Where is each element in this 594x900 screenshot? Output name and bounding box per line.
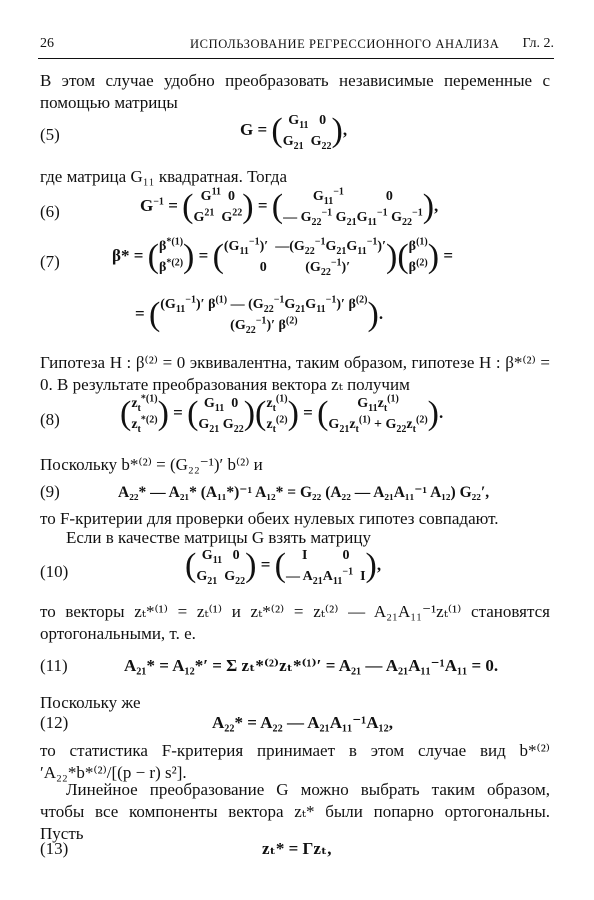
equation-8: ( $z_t^{*(1)}$ $z_t^{*(2)}$ ) = ( $G_{11}$ 0 $G_{21}$ $G_{22}$ )( $z_t^{(1)}$ $z_t^{(2)}$ ) = ( $G_{11}z_t^{(1)}$ $G_{21}z_t^{(1)} + G_{22}z_t^{(2)}$ ). [120,393,444,435]
equation-13: zₜ* = Γzₜ, [262,839,332,858]
paragraph-3: Гипотеза H : β⁽²⁾ = 0 эквивалентна, таким образом, гипотезе H : β*⁽²⁾ = 0. В результате преобразования вектора zₜ получим [40,353,550,394]
paragraph-9: то статистика F-критерия принимает в этом случае вид b*⁽²⁾′A₂₂*b*⁽²⁾/[(p − r) s²]. [40,741,550,782]
equation-5: G = ( $G_{11}$ 0 $G_{21}$ $G_{22}$ ), [240,112,348,152]
chapter-label: Гл. 2. [522,36,554,51]
paragraph-6: Если в качестве матрицы G взять матрицу [66,528,371,547]
eq-number-11: (11) [40,656,68,675]
paragraph-4: Поскольку b*⁽²⁾ = (G₂₂⁻¹)′ b⁽²⁾ и [40,455,263,474]
running-title: ИСПОЛЬЗОВАНИЕ РЕГРЕССИОННОГО АНАЛИЗА [190,37,500,51]
equation-12: A₂₂* = A₂₂ — A₂₁A₁₁⁻¹A₁₂, [212,713,393,732]
equation-11: A₂₁* = A₁₂*′ = Σ zₜ*⁽²⁾zₜ*⁽¹⁾′ = A₂₁ — A₂₁A₁₁⁻¹A₁₁ = 0. [124,656,499,675]
header-rule [38,58,554,59]
paragraph-2: где матрица G₁₁ квадратная. Тогда [40,167,288,186]
paragraph-1: В этом случае удобно преобразовать независимые переменные с помощью матрицы [40,71,550,112]
eq-number-9: (9) [40,482,60,501]
equation-7-line-1: β* = ( $\beta^{*(1)}$ $\beta^{*(2)}$ ) = ( $(G_{11}^{-1})'$ $—(G_{22}^{-1}G_{21}G_{11}^{-1})'$ 0 $(G_{22}^{-1})'$ )( $\beta^{(1)}$ $\beta^{(2)}$ ) = [112,236,453,278]
page-number: 26 [40,36,54,51]
paragraph-5: то F-критерии для проверки обеих нулевых гипотез совпадают. [40,509,499,528]
equation-9: A₂₂* — A₂₁* (A₁₁*)⁻¹ A₁₂* = G₂₂ (A₂₂ — A₂₁A₁₁⁻¹ A₁₂) G₂₂′, [118,484,490,501]
eq-number-13: (13) [40,839,69,858]
eq-number-10: (10) [40,562,69,581]
running-header [40,36,554,58]
equation-10: ( $G_{11}$ 0 $G_{21}$ $G_{22}$ ) = ( I 0 — $A_{21}A_{11}^{-1}$ I ), [185,547,382,587]
eq-number-6: (6) [40,202,60,221]
eq-number-12: (12) [40,713,69,732]
eq-number-5: (5) [40,125,60,144]
eq-number-8: (8) [40,410,60,429]
paragraph-7: то векторы zₜ*⁽¹⁾ = zₜ⁽¹⁾ и zₜ*⁽²⁾ = zₜ⁽²⁾ — A₂₁A₁₁⁻¹zₜ⁽¹⁾ становятся ортогональными, т. е. [40,602,550,643]
equation-7-line-2: = ( $(G_{11}^{-1})'$ $\beta^{(1)}$ — $(G_{22}^{-1}G_{21}G_{11}^{-1})'$ $\beta^{(2)}$ $(G_{22}^{-1})'$ $\beta^{(2)}$ ). [135,294,384,336]
eq-number-7: (7) [40,252,60,271]
paragraph-8: Поскольку же [40,693,141,712]
equation-6: $G^{-1}$ = ( $G^{11}$ 0 $G^{21}$ $G^{22}$ ) = ( $G_{11}^{-1}$ 0 — $G_{22}^{-1}$ $G_{21}G_{11}^{-1}$ $G_{22}^{-1}$ ), [140,186,439,228]
paragraph-10: Линейное преобразование G можно выбрать таким образом, чтобы все компоненты вектора zₜ* были попарно ортогональны. Пусть [40,780,550,843]
